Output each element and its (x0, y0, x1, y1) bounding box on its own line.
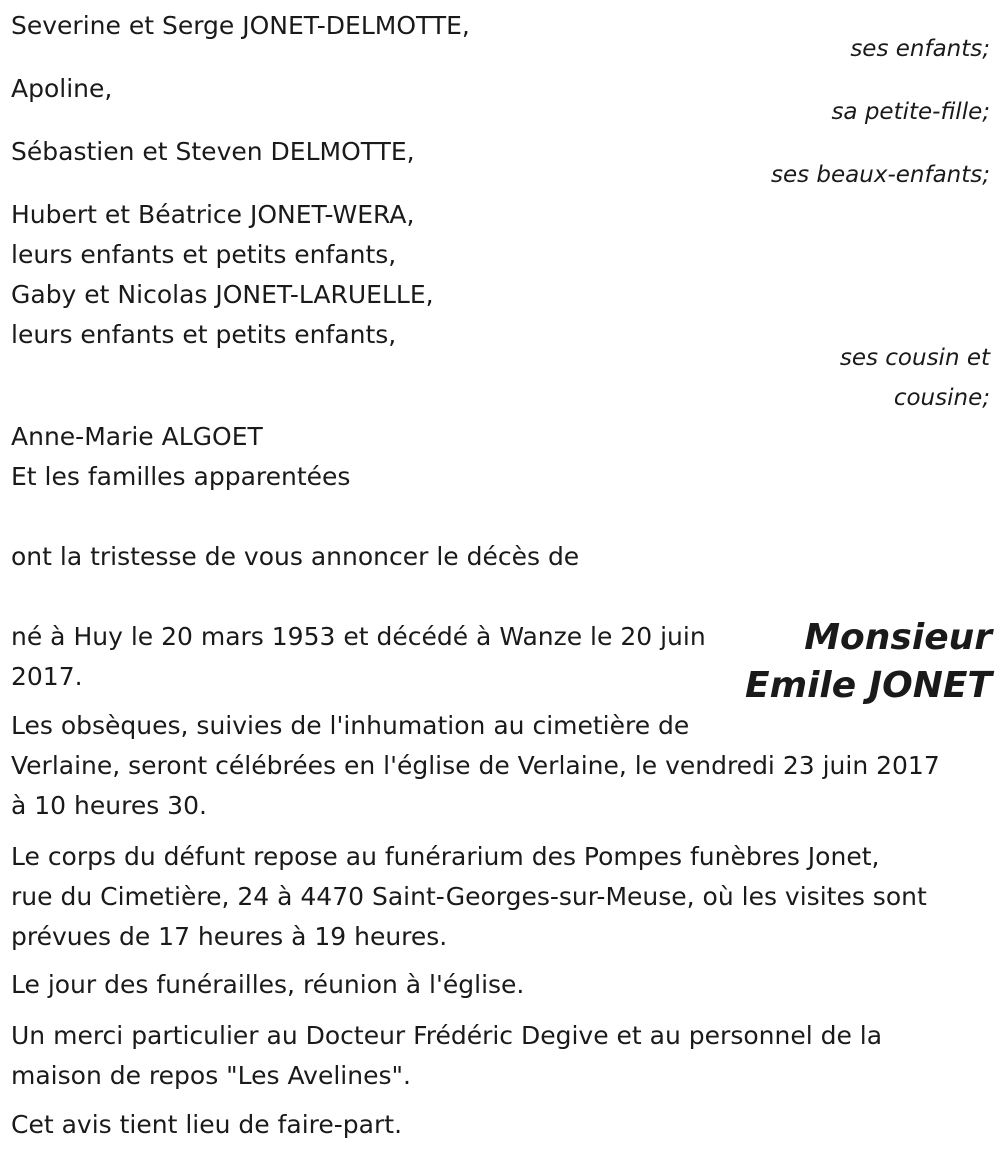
cousin-line: leurs enfants et petits enfants, (11, 240, 397, 269)
children-role: ses enfants; (850, 36, 990, 62)
visitation-line: prévues de 17 heures à 19 heures. (11, 922, 448, 951)
visitation-line: Le corps du défunt repose au funérarium des Pompes funèbres Jonet, (11, 842, 880, 871)
deceased-name-block (745, 614, 992, 710)
meeting-text: Le jour des funérailles, réunion à l'église. (11, 970, 525, 999)
cousins-role: cousine; (893, 385, 990, 411)
granddaughter-role: sa petite-fille; (831, 99, 990, 125)
funeral-line: Les obsèques, suivies de l'inhumation au cimetière de (11, 711, 690, 740)
thanks-line: Un merci particulier au Docteur Frédéric Degive et au personnel de la (11, 1021, 883, 1050)
stepchildren-role: ses beaux-enfants; (770, 162, 990, 188)
deceased-title: Monsieur (804, 617, 992, 658)
cousin-line: leurs enfants et petits enfants, (11, 320, 397, 349)
cousins-role: ses cousin et (839, 345, 990, 371)
cousin-line: Hubert et Béatrice JONET-WERA, (11, 200, 415, 229)
deceased-name: Emile JONET (744, 665, 992, 706)
other-relative: Anne-Marie ALGOET (11, 422, 263, 451)
granddaughter-name: Apoline, (11, 74, 113, 103)
funeral-line: à 10 heures 30. (11, 791, 207, 820)
cousin-line: Gaby et Nicolas JONET-LARUELLE, (11, 280, 434, 309)
children-names: Severine et Serge JONET-DELMOTTE, (11, 11, 470, 40)
thanks-line: maison de repos "Les Avelines". (11, 1061, 411, 1090)
stepchildren-names: Sébastien et Steven DELMOTTE, (11, 137, 415, 166)
related-families: Et les familles apparentées (11, 462, 351, 491)
closing-text: Cet avis tient lieu de faire-part. (11, 1110, 403, 1139)
birth-death-line: né à Huy le 20 mars 1953 et décédé à Wanze le 20 juin (11, 622, 706, 651)
funeral-line: Verlaine, seront célébrées en l'église de Verlaine, le vendredi 23 juin 2017 (11, 751, 940, 780)
announcement-text: ont la tristesse de vous annoncer le décès de (11, 542, 580, 571)
visitation-line: rue du Cimetière, 24 à 4470 Saint-Georges-sur-Meuse, où les visites sont (11, 882, 927, 911)
birth-death-line: 2017. (11, 662, 83, 691)
